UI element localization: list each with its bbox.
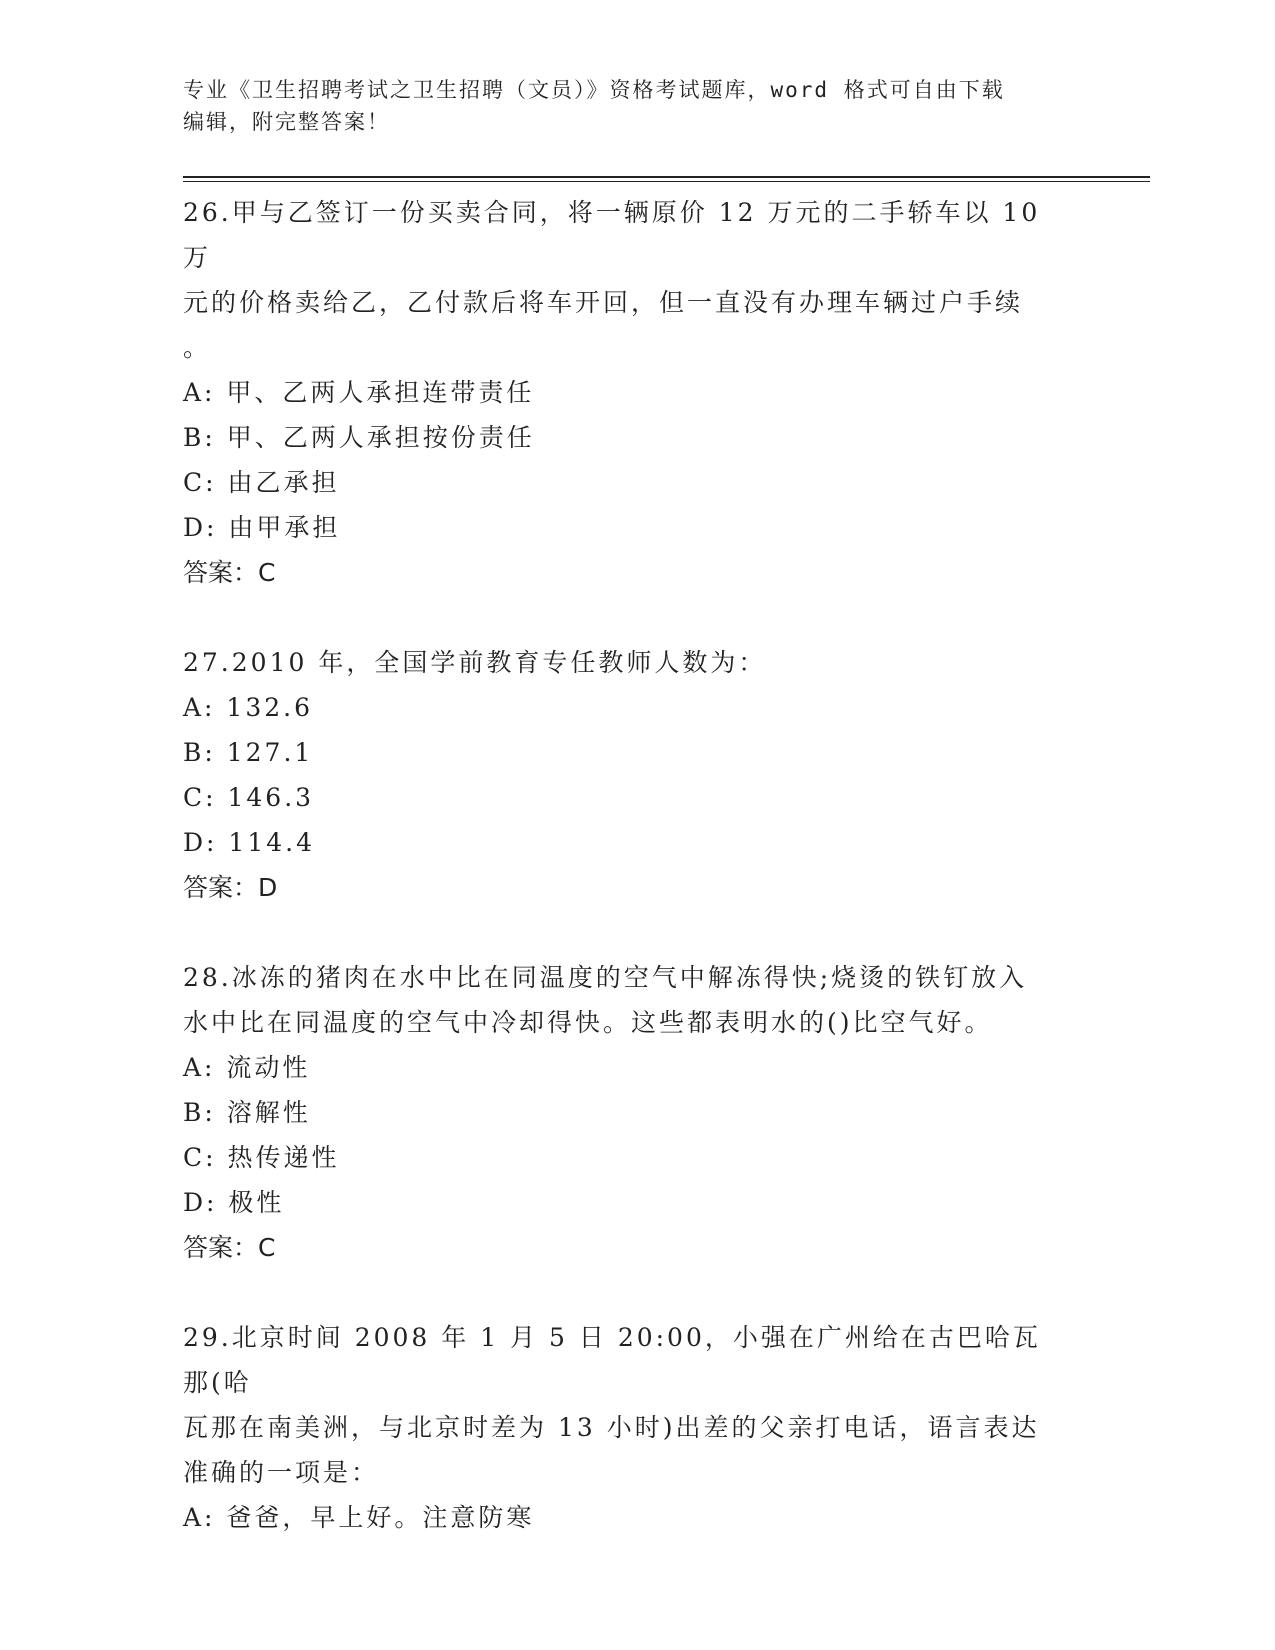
question-text-line: 27.2010 年，全国学前教育专任教师人数为： [183, 648, 767, 677]
question-spacer [183, 595, 1063, 640]
question-spacer [183, 1270, 1063, 1315]
header-divider-thin [183, 181, 1150, 182]
question-block [183, 640, 1063, 955]
question-block [183, 190, 1063, 640]
answer-key: 答案：D [183, 873, 278, 902]
answer-option: A: 流动性 [183, 1053, 311, 1082]
question-text-line: 。 [183, 333, 212, 362]
answer-option: B: 127.1 [183, 738, 314, 767]
question-block [183, 955, 1063, 1315]
question-list [183, 190, 1063, 1540]
document-header [183, 74, 1063, 138]
question-text-line: 29.北京时间 2008 年 1 月 5 日 20:00，小强在广州给在古巴哈瓦那(哈 [183, 1323, 1041, 1397]
answer-key: 答案：C [183, 558, 276, 587]
answer-option: A: 132.6 [183, 693, 313, 722]
header-divider-thick [183, 176, 1150, 178]
question-text-line: 准确的一项是： [183, 1458, 380, 1487]
question-text-line: 瓦那在南美洲，与北京时差为 13 小时)出差的父亲打电话，语言表达 [183, 1413, 1040, 1442]
answer-option: B: 溶解性 [183, 1098, 311, 1127]
answer-key: 答案：C [183, 1233, 276, 1262]
answer-option: A: 甲、乙两人承担连带责任 [183, 378, 535, 407]
answer-option: A: 爸爸，早上好。注意防寒 [183, 1503, 535, 1532]
question-spacer [183, 910, 1063, 955]
answer-option: C: 热传递性 [183, 1143, 340, 1172]
answer-option: D: 114.4 [183, 828, 315, 857]
question-text-line: 28.冰冻的猪肉在水中比在同温度的空气中解冻得快;烧烫的铁钉放入 [183, 963, 1028, 992]
header-line-2: 编辑，附完整答案！ [183, 110, 390, 134]
header-line-1: 专业《卫生招聘考试之卫生招聘（文员）》资格考试题库，word 格式可自由下载 [183, 78, 1005, 102]
answer-option: D: 极性 [183, 1188, 285, 1217]
question-block [183, 1315, 1063, 1540]
answer-option: C: 由乙承担 [183, 468, 340, 497]
question-text-line: 元的价格卖给乙，乙付款后将车开回，但一直没有办理车辆过户手续 [183, 288, 1024, 317]
answer-option: D: 由甲承担 [183, 513, 341, 542]
answer-option: B: 甲、乙两人承担按份责任 [183, 423, 535, 452]
question-text-line: 26.甲与乙签订一份买卖合同，将一辆原价 12 万元的二手轿车以 10 万 [183, 198, 1041, 272]
answer-option: C: 146.3 [183, 783, 315, 812]
question-text-line: 水中比在同温度的空气中冷却得快。这些都表明水的()比空气好。 [183, 1008, 993, 1037]
